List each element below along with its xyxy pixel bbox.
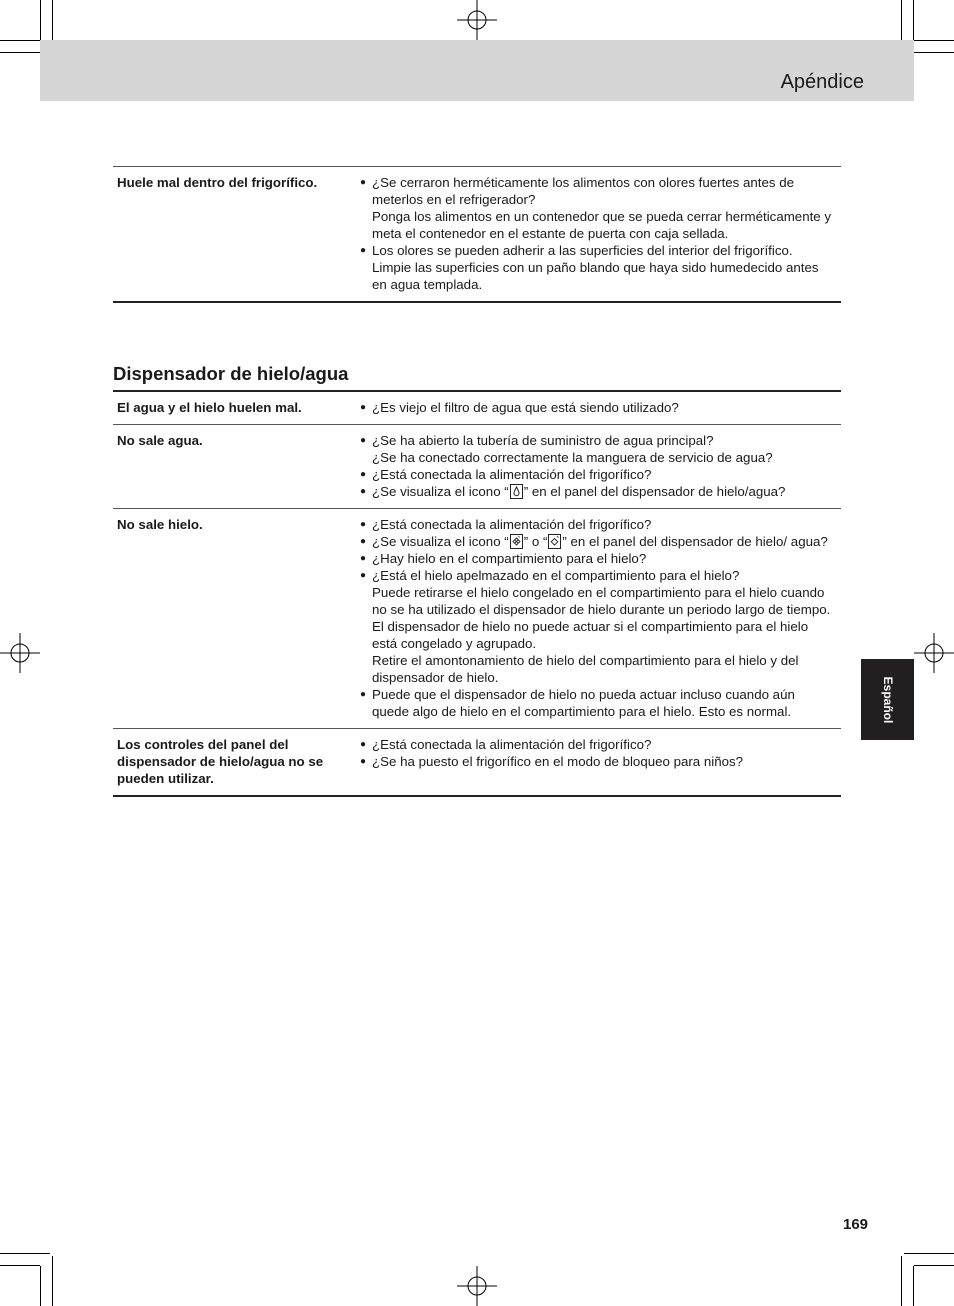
crop-mark bbox=[914, 1265, 954, 1266]
language-tab bbox=[861, 659, 914, 740]
solution-text: Puede que el dispensador de hielo no pueda actuar incluso cuando aún quede algo de hielo en el compartimiento para el hielo. Esto es normal. bbox=[372, 687, 795, 719]
crop-mark bbox=[52, 1256, 53, 1306]
solution-text: Retire el amontonamiento de hielo del compartimiento para el hielo y del dispensador de hielo. bbox=[372, 653, 799, 685]
list-item bbox=[360, 736, 833, 753]
solution-text: ¿Está el hielo apelmazado en el compartimiento para el hielo? bbox=[372, 568, 740, 583]
solution-text: Los olores se pueden adherir a las superficies del interior del frigorífico. bbox=[372, 243, 793, 258]
list-item bbox=[360, 533, 833, 550]
bullet-icon: ● bbox=[360, 536, 367, 547]
bullet-icon: ● bbox=[360, 435, 367, 446]
bullet-icon: ● bbox=[360, 519, 367, 530]
solution-text: ¿Se ha puesto el frigorífico en el modo de bloqueo para niños? bbox=[372, 754, 744, 769]
solution-cell bbox=[360, 391, 841, 425]
crop-mark bbox=[0, 40, 40, 41]
bullet-icon: ● bbox=[360, 469, 367, 480]
page-title: Apéndice bbox=[780, 71, 864, 93]
table-row bbox=[113, 167, 841, 303]
solution-cell bbox=[360, 509, 841, 729]
ice-alert-icon bbox=[548, 534, 561, 549]
list-item bbox=[360, 686, 833, 720]
language-tab-label: Español bbox=[880, 676, 895, 723]
list-item bbox=[360, 399, 833, 416]
registration-mark-icon bbox=[457, 0, 497, 40]
list-item bbox=[360, 753, 833, 770]
solution-text: ¿Se ha abierto la tubería de suministro de agua principal? bbox=[372, 433, 714, 448]
list-item bbox=[360, 174, 833, 242]
solution-text: ” o “ bbox=[523, 534, 548, 549]
solution-text: ¿Está conectada la alimentación del frigorífico? bbox=[372, 467, 652, 482]
crop-mark bbox=[913, 1266, 914, 1306]
bullet-icon: ● bbox=[360, 570, 367, 581]
crop-mark bbox=[913, 0, 914, 40]
crop-mark bbox=[901, 1256, 902, 1306]
list-item bbox=[360, 516, 833, 533]
registration-mark-icon bbox=[457, 1266, 497, 1306]
table-row bbox=[113, 729, 841, 797]
list-item bbox=[360, 242, 833, 293]
registration-mark-icon bbox=[0, 633, 40, 673]
bullet-icon: ● bbox=[360, 553, 367, 564]
list-item bbox=[360, 483, 833, 500]
page-number: 169 bbox=[843, 1216, 869, 1233]
solution-cell bbox=[360, 167, 841, 303]
crop-mark bbox=[904, 1253, 954, 1254]
solution-cell bbox=[360, 425, 841, 509]
solution-text: ” en el panel del dispensador de hielo/agua? bbox=[523, 484, 786, 499]
solution-text: Ponga los alimentos en un contenedor que se pueda cerrar herméticamente y meta el contenedor en el estante de puerta con caja sellada. bbox=[372, 209, 832, 241]
solution-text: Limpie las superficies con un paño blando que haya sido humedecido antes en agua templada. bbox=[372, 260, 819, 292]
solution-text: ” en el panel del dispensador de hielo/ agua? bbox=[562, 534, 828, 549]
solution-text: ¿Está conectada la alimentación del frigorífico? bbox=[372, 737, 652, 752]
bullet-icon: ● bbox=[360, 689, 367, 700]
list-item bbox=[360, 567, 833, 686]
solution-text: ¿Se ha conectado correctamente la manguera de servicio de agua? bbox=[372, 450, 773, 465]
problem-label: No sale agua. bbox=[113, 425, 360, 509]
list-item bbox=[360, 550, 833, 567]
odor-troubleshooting-table bbox=[113, 166, 841, 303]
bullet-icon: ● bbox=[360, 245, 367, 256]
crop-mark bbox=[40, 0, 41, 40]
header-band bbox=[40, 40, 914, 101]
solution-text: ¿Está conectada la alimentación del frigorífico? bbox=[372, 517, 652, 532]
registration-mark-icon bbox=[914, 633, 954, 673]
table-row bbox=[113, 425, 841, 509]
crop-mark bbox=[0, 1253, 50, 1254]
list-item bbox=[360, 432, 833, 466]
solution-text: Puede retirarse el hielo congelado en el compartimiento para el hielo cuando no se ha utilizado el dispensador de hielo durante un periodo largo de tiempo. bbox=[372, 585, 831, 617]
bullet-icon: ● bbox=[360, 756, 367, 767]
solution-text: ¿Hay hielo en el compartimiento para el hielo? bbox=[372, 551, 647, 566]
dispenser-troubleshooting-table bbox=[113, 390, 841, 797]
bullet-icon: ● bbox=[360, 739, 367, 750]
ice-cube-icon bbox=[510, 534, 523, 549]
water-drop-icon bbox=[510, 484, 523, 499]
crop-mark bbox=[914, 40, 954, 41]
problem-label: No sale hielo. bbox=[113, 509, 360, 729]
problem-label: Los controles del panel del dispensador de hielo/agua no se pueden utilizar. bbox=[113, 729, 360, 797]
list-item bbox=[360, 466, 833, 483]
problem-label: El agua y el hielo huelen mal. bbox=[117, 400, 302, 415]
bullet-icon: ● bbox=[360, 177, 367, 188]
bullet-icon: ● bbox=[360, 402, 367, 413]
solution-text: ¿Se visualiza el icono “ bbox=[372, 484, 509, 499]
solution-text: ¿Es viejo el filtro de agua que está siendo utilizado? bbox=[372, 400, 679, 415]
table-row bbox=[113, 391, 841, 425]
problem-label: Huele mal dentro del frigorífico. bbox=[117, 175, 318, 190]
section-title: Dispensador de hielo/agua bbox=[113, 363, 349, 384]
solution-text: ¿Se visualiza el icono “ bbox=[372, 534, 509, 549]
crop-mark bbox=[40, 1266, 41, 1306]
crop-mark bbox=[0, 1265, 40, 1266]
solution-text: El dispensador de hielo no puede actuar si el compartimiento para el hielo está congelado y agrupado. bbox=[372, 619, 809, 651]
solution-cell bbox=[360, 729, 841, 797]
table-row bbox=[113, 509, 841, 729]
bullet-icon: ● bbox=[360, 486, 367, 497]
solution-text: ¿Se cerraron herméticamente los alimentos con olores fuertes antes de meterlos en el refrigerador? bbox=[372, 175, 795, 207]
